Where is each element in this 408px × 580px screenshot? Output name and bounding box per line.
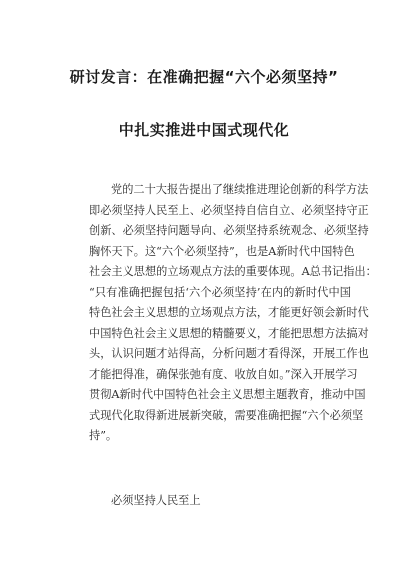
paragraph-line: 特色社会主义思想的立场观点方法，才能更好领会新时代 [89,306,369,319]
document-title-line-1: 研讨发言：在准确把握“六个必须坚持” [69,68,339,86]
paragraph-line: 持”。 [89,429,118,442]
paragraph-line: “只有准确把握包括‘六个必须坚持’在内的新时代中国 [89,285,351,299]
body-paragraph [89,180,377,447]
paragraph-line: 胸怀天下。这“六个必须坚持”，也是A新时代中国特色 [89,244,355,258]
paragraph-line: 党的二十大报告提出了继续推进理论创新的科学方法 [111,183,369,196]
section-heading: 必须坚持人民至上 [111,494,201,507]
paragraph-line: 贯彻A新时代中国特色社会主义思想主题教育，推动中国 [89,388,366,401]
paragraph-line: 即必须坚持人民至上、必须坚持自信自立、必须坚持守正 [89,203,369,217]
document-title-line-2: 中扎实推进中国式现代化 [118,121,290,139]
paragraph-line: 社会主义思想的立场观点方法的重要体现。A总书记指出： [89,265,377,278]
paragraph-line: 头，认识问题才站得高，分析问题才看得深，开展工作也 [89,347,369,360]
paragraph-line: 式现代化取得新进展新突破，需要准确把握“六个必须坚 [89,408,364,422]
paragraph-line: 中国特色社会主义思想的精髓要义，才能把思想方法搞对 [89,326,369,340]
paragraph-line: 创新、必须坚持问题导向、必须坚持系统观念、必须坚持 [89,224,369,237]
paragraph-line: 才能把得准，确保张弛有度、收放自如。”深入开展学习 [89,367,358,381]
